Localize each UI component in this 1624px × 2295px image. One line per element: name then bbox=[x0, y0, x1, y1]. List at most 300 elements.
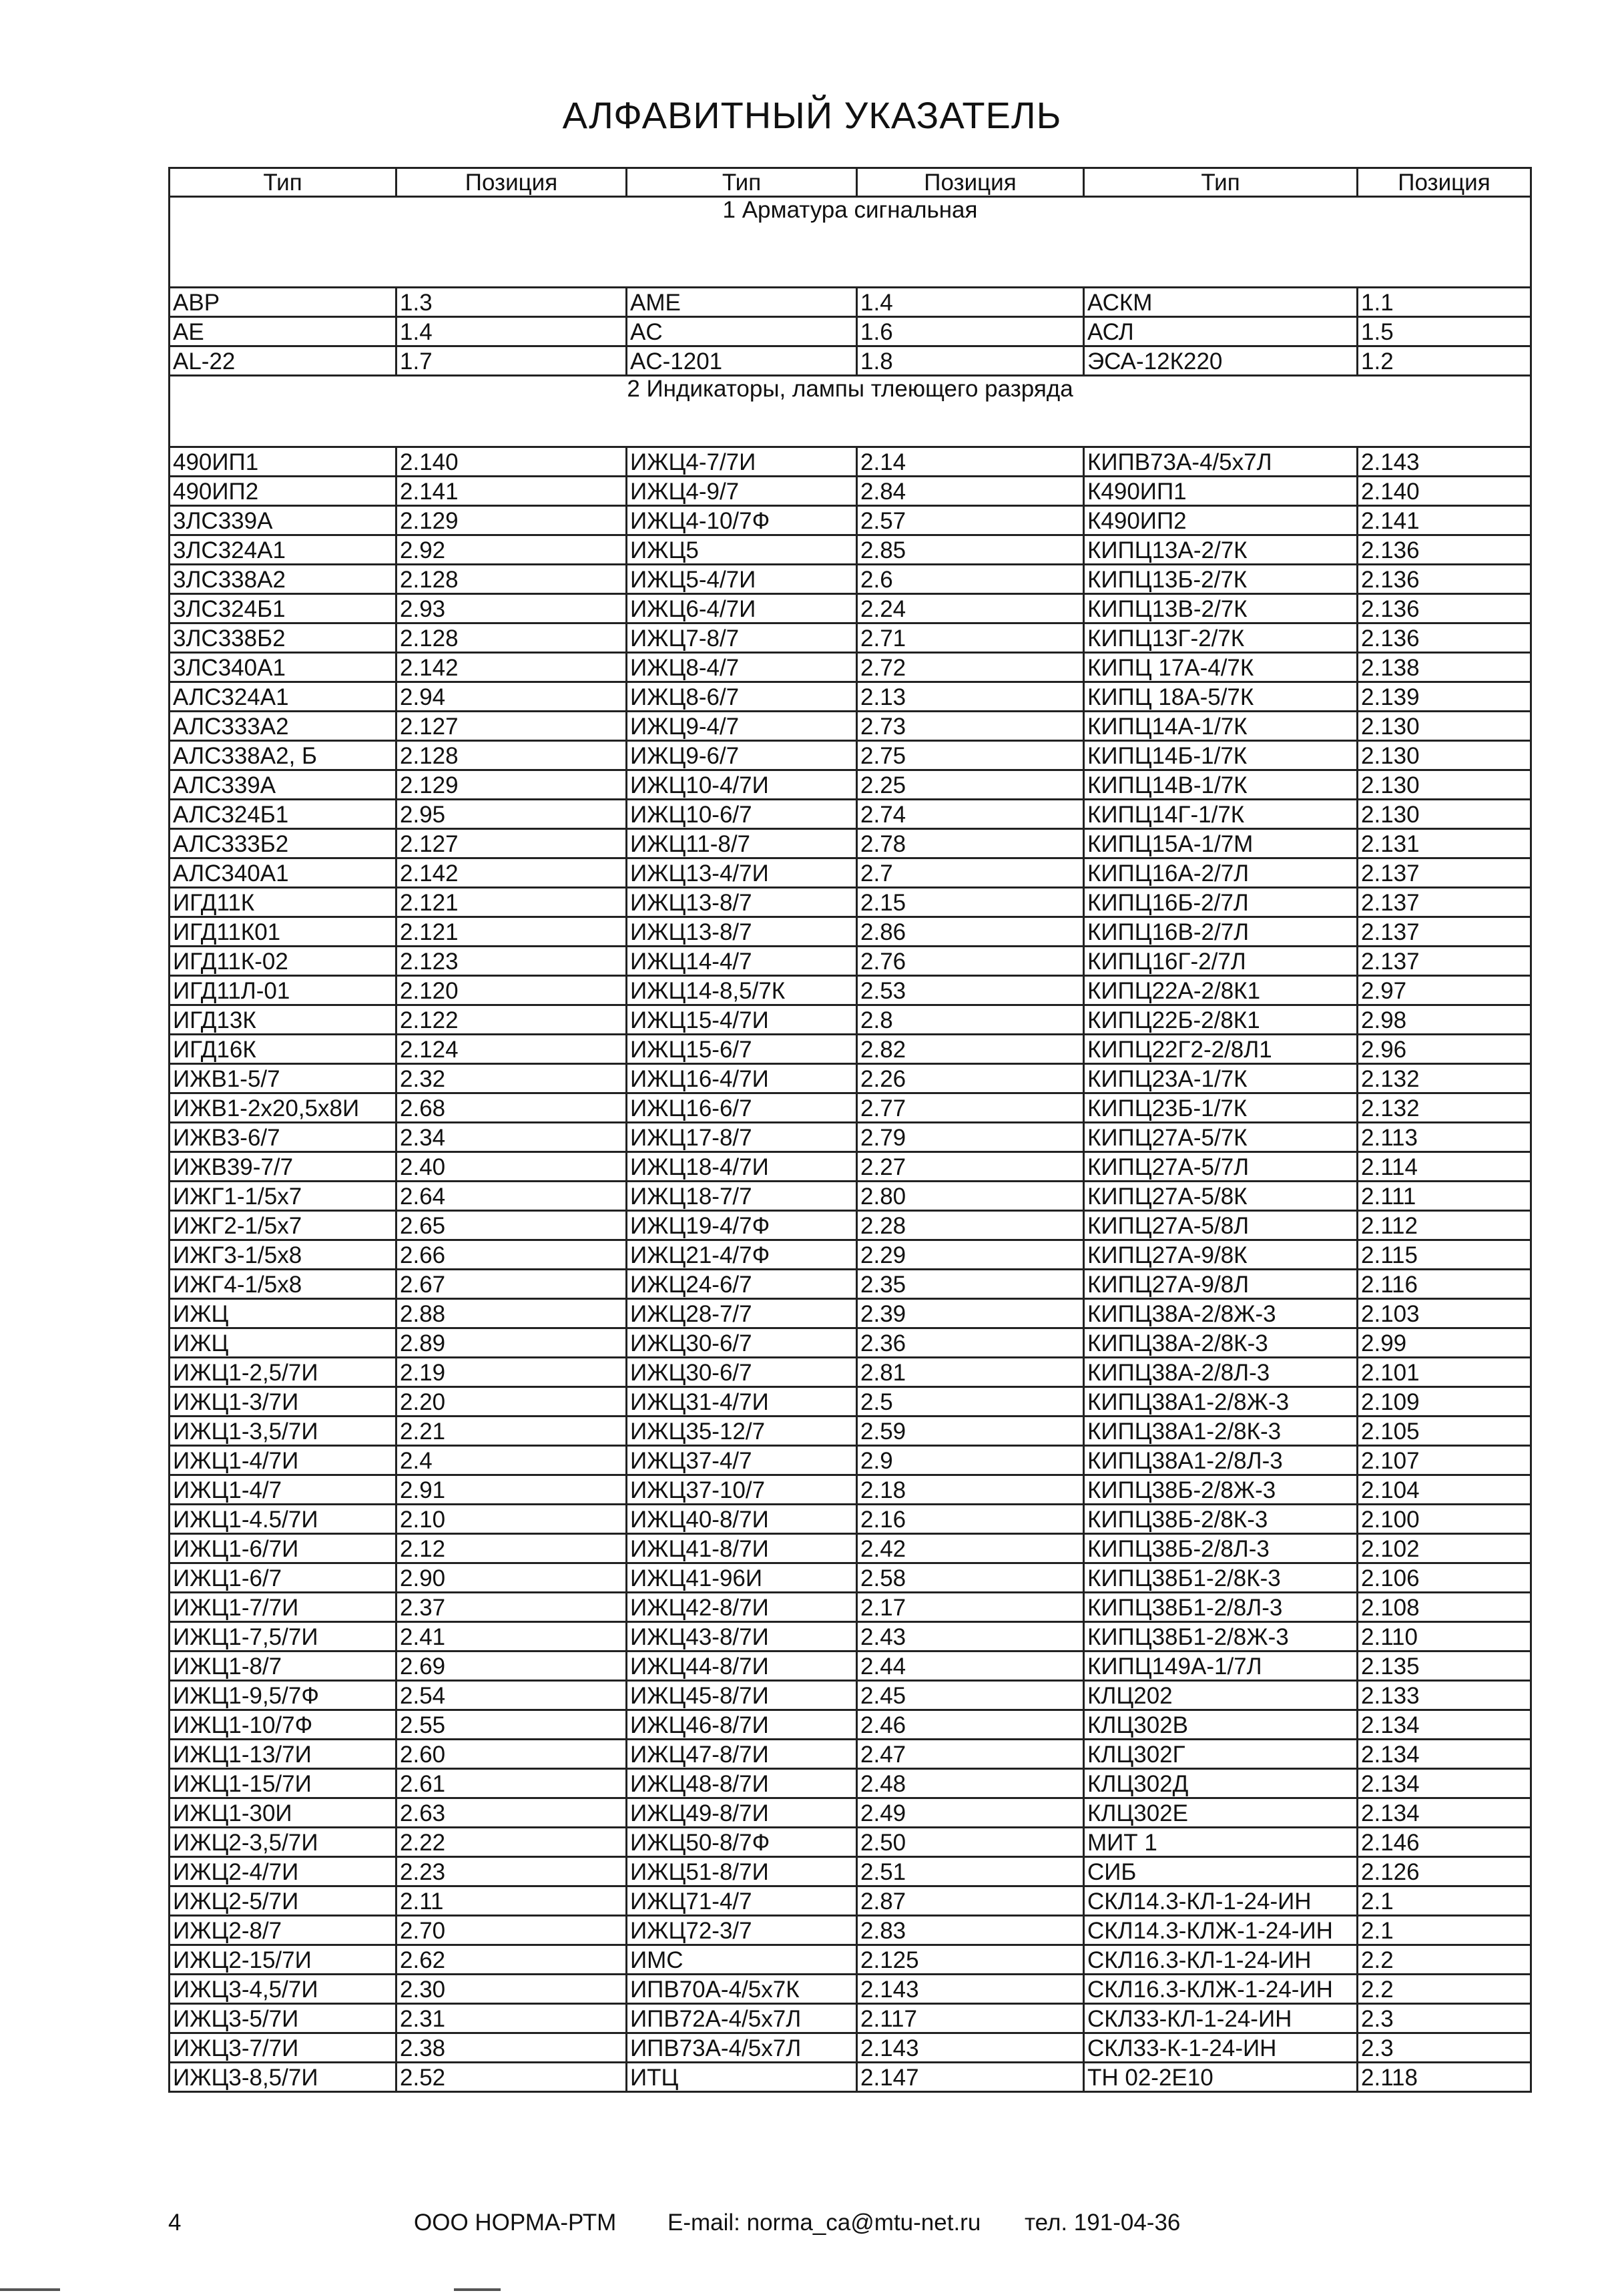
position-cell: 2.14 bbox=[857, 447, 1084, 477]
position-cell: 2.136 bbox=[1358, 535, 1531, 565]
column-header-position: Позиция bbox=[1358, 168, 1531, 197]
position-cell: 2.131 bbox=[1358, 829, 1531, 858]
position-cell: 2.41 bbox=[396, 1622, 627, 1651]
position-cell: 2.142 bbox=[396, 653, 627, 682]
type-cell: ИЖЦ1-8/7 bbox=[170, 1651, 396, 1681]
type-cell: КИПЦ27А-5/8К bbox=[1084, 1182, 1358, 1211]
section-title: 2 Индикаторы, лампы тлеющего разряда bbox=[170, 376, 1531, 447]
table-row bbox=[170, 1798, 1531, 1828]
position-cell: 2.140 bbox=[1358, 477, 1531, 506]
type-cell: ИЖЦ4-9/7 bbox=[627, 477, 857, 506]
position-cell: 2.6 bbox=[857, 565, 1084, 594]
position-cell: 2.49 bbox=[857, 1798, 1084, 1828]
type-cell: ИЖЦ28-7/7 bbox=[627, 1299, 857, 1328]
type-cell: КИПЦ15А-1/7М bbox=[1084, 829, 1358, 858]
type-cell: СИБ bbox=[1084, 1857, 1358, 1886]
table-row bbox=[170, 1857, 1531, 1886]
type-cell: ИЖГ4-1/5х8 bbox=[170, 1270, 396, 1299]
type-cell: ИЖЦ1-4/7 bbox=[170, 1475, 396, 1505]
position-cell: 2.38 bbox=[396, 2033, 627, 2063]
type-cell: КИПЦ 17А-4/7К bbox=[1084, 653, 1358, 682]
position-cell: 2.129 bbox=[396, 770, 627, 800]
contact-phone: тел. 191-04-36 bbox=[1025, 2210, 1181, 2236]
type-cell: ИЖЦ18-7/7 bbox=[627, 1182, 857, 1211]
type-cell: 3ЛС340А1 bbox=[170, 653, 396, 682]
section-title: 1 Арматура сигнальная bbox=[170, 197, 1531, 288]
position-cell: 2.113 bbox=[1358, 1123, 1531, 1152]
position-cell: 2.70 bbox=[396, 1916, 627, 1945]
section-row bbox=[170, 197, 1531, 288]
position-cell: 2.107 bbox=[1358, 1446, 1531, 1475]
type-cell: СКЛ14.3-КЛ-1-24-ИН bbox=[1084, 1886, 1358, 1916]
table-row bbox=[170, 1505, 1531, 1534]
position-cell: 2.2 bbox=[1358, 1945, 1531, 1975]
position-cell: 2.60 bbox=[396, 1740, 627, 1769]
position-cell: 2.134 bbox=[1358, 1769, 1531, 1798]
position-cell: 2.29 bbox=[857, 1240, 1084, 1270]
position-cell: 2.137 bbox=[1358, 917, 1531, 947]
table-row bbox=[170, 447, 1531, 477]
type-cell: 490ИП2 bbox=[170, 477, 396, 506]
position-cell: 2.3 bbox=[1358, 2033, 1531, 2063]
position-cell: 2.16 bbox=[857, 1505, 1084, 1534]
type-cell: К490ИП2 bbox=[1084, 506, 1358, 535]
table-row bbox=[170, 1886, 1531, 1916]
position-cell: 2.30 bbox=[396, 1975, 627, 2004]
type-cell: КИПЦ27А-5/8Л bbox=[1084, 1211, 1358, 1240]
table-row bbox=[170, 1593, 1531, 1622]
type-cell: КИПЦ16Г-2/7Л bbox=[1084, 947, 1358, 976]
type-cell: ИЖВ1-2х20,5х8И bbox=[170, 1093, 396, 1123]
position-cell: 2.116 bbox=[1358, 1270, 1531, 1299]
type-cell: ИЖЦ15-4/7И bbox=[627, 1005, 857, 1035]
type-cell: ИЖЦ45-8/7И bbox=[627, 1681, 857, 1710]
position-cell: 2.9 bbox=[857, 1446, 1084, 1475]
type-cell: ИЖЦ1-15/7И bbox=[170, 1769, 396, 1798]
position-cell: 2.75 bbox=[857, 741, 1084, 770]
type-cell: АЛС340А1 bbox=[170, 858, 396, 888]
type-cell: ИЖЦ10-4/7И bbox=[627, 770, 857, 800]
column-header-position: Позиция bbox=[396, 168, 627, 197]
table-row bbox=[170, 594, 1531, 623]
position-cell: 2.8 bbox=[857, 1005, 1084, 1035]
position-cell: 2.123 bbox=[396, 947, 627, 976]
table-row bbox=[170, 1769, 1531, 1798]
scan-artifact-line bbox=[0, 2288, 60, 2291]
type-cell: ИТЦ bbox=[627, 2063, 857, 2092]
position-cell: 1.6 bbox=[857, 317, 1084, 346]
position-cell: 2.66 bbox=[396, 1240, 627, 1270]
type-cell: КИПЦ16Б-2/7Л bbox=[1084, 888, 1358, 917]
position-cell: 2.40 bbox=[396, 1152, 627, 1182]
type-cell: ИЖЦ1-6/7 bbox=[170, 1563, 396, 1593]
type-cell: ИЖЦ35-12/7 bbox=[627, 1417, 857, 1446]
position-cell: 2.132 bbox=[1358, 1064, 1531, 1093]
type-cell: КИПЦ22А-2/8К1 bbox=[1084, 976, 1358, 1005]
type-cell: ИПВ72А-4/5х7Л bbox=[627, 2004, 857, 2033]
type-cell: ИЖЦ41-8/7И bbox=[627, 1534, 857, 1563]
type-cell: КИПЦ13Б-2/7К bbox=[1084, 565, 1358, 594]
type-cell: АЛС333А2 bbox=[170, 712, 396, 741]
table-row bbox=[170, 1152, 1531, 1182]
position-cell: 2.67 bbox=[396, 1270, 627, 1299]
position-cell: 2.136 bbox=[1358, 623, 1531, 653]
position-cell: 2.83 bbox=[857, 1916, 1084, 1945]
type-cell: КЛЦ202 bbox=[1084, 1681, 1358, 1710]
position-cell: 2.68 bbox=[396, 1093, 627, 1123]
position-cell: 2.98 bbox=[1358, 1005, 1531, 1035]
type-cell: ИЖЦ16-6/7 bbox=[627, 1093, 857, 1123]
type-cell: КЛЦ302Е bbox=[1084, 1798, 1358, 1828]
type-cell: ИЖЦ37-4/7 bbox=[627, 1446, 857, 1475]
type-cell: КИПЦ38А1-2/8К-3 bbox=[1084, 1417, 1358, 1446]
type-cell: ИЖЦ72-3/7 bbox=[627, 1916, 857, 1945]
table-row bbox=[170, 1651, 1531, 1681]
type-cell: ИЖЦ1-3/7И bbox=[170, 1387, 396, 1417]
type-cell: ИЖЦ8-4/7 bbox=[627, 653, 857, 682]
position-cell: 1.7 bbox=[396, 346, 627, 376]
type-cell: 3ЛС324Б1 bbox=[170, 594, 396, 623]
type-cell: КИПЦ13А-2/7К bbox=[1084, 535, 1358, 565]
type-cell: ИЖЦ44-8/7И bbox=[627, 1651, 857, 1681]
position-cell: 2.3 bbox=[1358, 2004, 1531, 2033]
position-cell: 2.134 bbox=[1358, 1710, 1531, 1740]
type-cell: КИПЦ38Б1-2/8Ж-3 bbox=[1084, 1622, 1358, 1651]
position-cell: 2.141 bbox=[396, 477, 627, 506]
table-row bbox=[170, 1005, 1531, 1035]
position-cell: 2.135 bbox=[1358, 1651, 1531, 1681]
table-row bbox=[170, 653, 1531, 682]
position-cell: 2.4 bbox=[396, 1446, 627, 1475]
position-cell: 2.61 bbox=[396, 1769, 627, 1798]
table-row bbox=[170, 1328, 1531, 1358]
type-cell: КИПЦ38А-2/8Ж-3 bbox=[1084, 1299, 1358, 1328]
position-cell: 2.97 bbox=[1358, 976, 1531, 1005]
table-row bbox=[170, 1681, 1531, 1710]
table-row bbox=[170, 1240, 1531, 1270]
position-cell: 2.21 bbox=[396, 1417, 627, 1446]
page-title: АЛФАВИТНЫЙ УКАЗАТЕЛЬ bbox=[562, 94, 1062, 136]
position-cell: 2.92 bbox=[396, 535, 627, 565]
type-cell: КИПЦ14Б-1/7К bbox=[1084, 741, 1358, 770]
type-cell: ИЖЦ43-8/7И bbox=[627, 1622, 857, 1651]
table-row bbox=[170, 829, 1531, 858]
type-cell: МИТ 1 bbox=[1084, 1828, 1358, 1857]
type-cell: ИЖЦ3-7/7И bbox=[170, 2033, 396, 2063]
type-cell: ИЖЦ1-3,5/7И bbox=[170, 1417, 396, 1446]
position-cell: 2.81 bbox=[857, 1358, 1084, 1387]
position-cell: 2.77 bbox=[857, 1093, 1084, 1123]
type-cell: ИГД11К-02 bbox=[170, 947, 396, 976]
type-cell: ИЖЦ10-6/7 bbox=[627, 800, 857, 829]
type-cell: ИЖГ2-1/5х7 bbox=[170, 1211, 396, 1240]
position-cell: 2.34 bbox=[396, 1123, 627, 1152]
type-cell: АЛС333Б2 bbox=[170, 829, 396, 858]
position-cell: 2.91 bbox=[396, 1475, 627, 1505]
position-cell: 2.59 bbox=[857, 1417, 1084, 1446]
position-cell: 2.110 bbox=[1358, 1622, 1531, 1651]
position-cell: 2.72 bbox=[857, 653, 1084, 682]
position-cell: 1.4 bbox=[396, 317, 627, 346]
position-cell: 2.13 bbox=[857, 682, 1084, 712]
table-row bbox=[170, 1064, 1531, 1093]
position-cell: 2.115 bbox=[1358, 1240, 1531, 1270]
position-cell: 2.45 bbox=[857, 1681, 1084, 1710]
position-cell: 2.73 bbox=[857, 712, 1084, 741]
position-cell: 2.130 bbox=[1358, 712, 1531, 741]
page-footer bbox=[0, 2210, 1624, 2243]
type-cell: ИГД11К bbox=[170, 888, 396, 917]
type-cell: ИЖЦ17-8/7 bbox=[627, 1123, 857, 1152]
index-table bbox=[168, 167, 1532, 2093]
type-cell: КИПЦ13В-2/7К bbox=[1084, 594, 1358, 623]
type-cell: 3ЛС324А1 bbox=[170, 535, 396, 565]
position-cell: 2.138 bbox=[1358, 653, 1531, 682]
position-cell: 2.86 bbox=[857, 917, 1084, 947]
position-cell: 1.1 bbox=[1358, 288, 1531, 317]
position-cell: 2.74 bbox=[857, 800, 1084, 829]
position-cell: 2.101 bbox=[1358, 1358, 1531, 1387]
type-cell: ИЖЦ13-8/7 bbox=[627, 888, 857, 917]
header-row bbox=[170, 168, 1531, 197]
position-cell: 2.25 bbox=[857, 770, 1084, 800]
type-cell: КИПЦ38Б-2/8К-3 bbox=[1084, 1505, 1358, 1534]
position-cell: 1.8 bbox=[857, 346, 1084, 376]
column-header-type: Тип bbox=[170, 168, 396, 197]
position-cell: 2.64 bbox=[396, 1182, 627, 1211]
table-row bbox=[170, 1534, 1531, 1563]
type-cell: ИЖЦ11-8/7 bbox=[627, 829, 857, 858]
table-row bbox=[170, 565, 1531, 594]
type-cell: КИПЦ23А-1/7К bbox=[1084, 1064, 1358, 1093]
table-row bbox=[170, 682, 1531, 712]
position-cell: 2.80 bbox=[857, 1182, 1084, 1211]
position-cell: 2.134 bbox=[1358, 1798, 1531, 1828]
position-cell: 2.48 bbox=[857, 1769, 1084, 1798]
position-cell: 2.99 bbox=[1358, 1328, 1531, 1358]
position-cell: 2.84 bbox=[857, 477, 1084, 506]
table-row bbox=[170, 623, 1531, 653]
position-cell: 2.126 bbox=[1358, 1857, 1531, 1886]
position-cell: 2.19 bbox=[396, 1358, 627, 1387]
type-cell: ИЖВ1-5/7 bbox=[170, 1064, 396, 1093]
type-cell: КИПЦ38А1-2/8Л-3 bbox=[1084, 1446, 1358, 1475]
type-cell: КИПЦ27А-9/8Л bbox=[1084, 1270, 1358, 1299]
position-cell: 2.65 bbox=[396, 1211, 627, 1240]
position-cell: 2.78 bbox=[857, 829, 1084, 858]
position-cell: 2.106 bbox=[1358, 1563, 1531, 1593]
table-row bbox=[170, 1975, 1531, 2004]
contact-email: E-mail: norma_ca@mtu-net.ru bbox=[667, 2210, 981, 2236]
type-cell: ИЖЦ50-8/7Ф bbox=[627, 1828, 857, 1857]
table-row bbox=[170, 1123, 1531, 1152]
position-cell: 2.53 bbox=[857, 976, 1084, 1005]
position-cell: 2.7 bbox=[857, 858, 1084, 888]
position-cell: 2.108 bbox=[1358, 1593, 1531, 1622]
type-cell: ИЖЦ1-4/7И bbox=[170, 1446, 396, 1475]
position-cell: 2.88 bbox=[396, 1299, 627, 1328]
position-cell: 2.52 bbox=[396, 2063, 627, 2092]
position-cell: 2.23 bbox=[396, 1857, 627, 1886]
position-cell: 2.143 bbox=[1358, 447, 1531, 477]
section-row bbox=[170, 376, 1531, 447]
type-cell: ИГД11К01 bbox=[170, 917, 396, 947]
table-row bbox=[170, 1270, 1531, 1299]
type-cell: ИЖЦ16-4/7И bbox=[627, 1064, 857, 1093]
type-cell: ИЖЦ2-5/7И bbox=[170, 1886, 396, 1916]
type-cell: ИЖЦ1-10/7Ф bbox=[170, 1710, 396, 1740]
position-cell: 1.3 bbox=[396, 288, 627, 317]
position-cell: 2.128 bbox=[396, 565, 627, 594]
type-cell: AE bbox=[170, 317, 396, 346]
position-cell: 2.142 bbox=[396, 858, 627, 888]
type-cell: ИЖЦ bbox=[170, 1299, 396, 1328]
position-cell: 2.117 bbox=[857, 2004, 1084, 2033]
position-cell: 2.51 bbox=[857, 1857, 1084, 1886]
position-cell: 2.128 bbox=[396, 741, 627, 770]
position-cell: 2.112 bbox=[1358, 1211, 1531, 1240]
position-cell: 2.35 bbox=[857, 1270, 1084, 1299]
type-cell: ИЖЦ9-4/7 bbox=[627, 712, 857, 741]
position-cell: 2.104 bbox=[1358, 1475, 1531, 1505]
table-row bbox=[170, 770, 1531, 800]
position-cell: 2.105 bbox=[1358, 1417, 1531, 1446]
type-cell: ИМС bbox=[627, 1945, 857, 1975]
table-row bbox=[170, 1182, 1531, 1211]
type-cell: ИЖЦ30-6/7 bbox=[627, 1358, 857, 1387]
column-header-position: Позиция bbox=[857, 168, 1084, 197]
type-cell: ИЖЦ13-4/7И bbox=[627, 858, 857, 888]
table-row bbox=[170, 1387, 1531, 1417]
type-cell: ИЖЦ42-8/7И bbox=[627, 1593, 857, 1622]
position-cell: 1.2 bbox=[1358, 346, 1531, 376]
position-cell: 2.44 bbox=[857, 1651, 1084, 1681]
position-cell: 2.120 bbox=[396, 976, 627, 1005]
type-cell: ИЖЦ14-8,5/7К bbox=[627, 976, 857, 1005]
type-cell: ТН 02-2Е10 bbox=[1084, 2063, 1358, 2092]
type-cell: АСЛ bbox=[1084, 317, 1358, 346]
position-cell: 2.5 bbox=[857, 1387, 1084, 1417]
type-cell: КИПЦ14В-1/7К bbox=[1084, 770, 1358, 800]
position-cell: 2.89 bbox=[396, 1328, 627, 1358]
type-cell: ИПВ70А-4/5х7К bbox=[627, 1975, 857, 2004]
table-row bbox=[170, 2004, 1531, 2033]
type-cell: ИЖЦ24-6/7 bbox=[627, 1270, 857, 1299]
type-cell: ИЖЦ1-13/7И bbox=[170, 1740, 396, 1769]
type-cell: ИЖЦ51-8/7И bbox=[627, 1857, 857, 1886]
type-cell: КИПЦ38Б-2/8Ж-3 bbox=[1084, 1475, 1358, 1505]
type-cell: ИЖЦ5 bbox=[627, 535, 857, 565]
position-cell: 2.143 bbox=[857, 2033, 1084, 2063]
type-cell: AME bbox=[627, 288, 857, 317]
table-row bbox=[170, 1916, 1531, 1945]
type-cell: ИЖЦ1-2,5/7И bbox=[170, 1358, 396, 1387]
type-cell: СКЛ33-К-1-24-ИН bbox=[1084, 2033, 1358, 2063]
position-cell: 2.27 bbox=[857, 1152, 1084, 1182]
position-cell: 2.118 bbox=[1358, 2063, 1531, 2092]
table-row bbox=[170, 506, 1531, 535]
position-cell: 2.121 bbox=[396, 888, 627, 917]
position-cell: 2.37 bbox=[396, 1593, 627, 1622]
type-cell: ИЖЦ46-8/7И bbox=[627, 1710, 857, 1740]
type-cell: АЛС324А1 bbox=[170, 682, 396, 712]
position-cell: 2.109 bbox=[1358, 1387, 1531, 1417]
type-cell: КИПЦ149А-1/7Л bbox=[1084, 1651, 1358, 1681]
type-cell: ИЖЦ2-15/7И bbox=[170, 1945, 396, 1975]
position-cell: 2.15 bbox=[857, 888, 1084, 917]
position-cell: 2.125 bbox=[857, 1945, 1084, 1975]
position-cell: 1.5 bbox=[1358, 317, 1531, 346]
type-cell: ИЖЦ48-8/7И bbox=[627, 1769, 857, 1798]
table-row bbox=[170, 535, 1531, 565]
type-cell: ИЖЦ1-7,5/7И bbox=[170, 1622, 396, 1651]
table-row bbox=[170, 1945, 1531, 1975]
position-cell: 2.79 bbox=[857, 1123, 1084, 1152]
type-cell: ИГД11Л-01 bbox=[170, 976, 396, 1005]
position-cell: 2.127 bbox=[396, 829, 627, 858]
type-cell: КИПЦ38Б1-2/8Л-3 bbox=[1084, 1593, 1358, 1622]
position-cell: 2.76 bbox=[857, 947, 1084, 976]
type-cell: КИПЦ16В-2/7Л bbox=[1084, 917, 1358, 947]
type-cell: СКЛ16.3-КЛ-1-24-ИН bbox=[1084, 1945, 1358, 1975]
position-cell: 2.46 bbox=[857, 1710, 1084, 1740]
type-cell: ИЖЦ14-4/7 bbox=[627, 947, 857, 976]
type-cell: ИЖГ1-1/5х7 bbox=[170, 1182, 396, 1211]
position-cell: 2.114 bbox=[1358, 1152, 1531, 1182]
type-cell: ИЖЦ3-8,5/7И bbox=[170, 2063, 396, 2092]
type-cell: КИПЦ38Б1-2/8К-3 bbox=[1084, 1563, 1358, 1593]
type-cell: ИЖЦ9-6/7 bbox=[627, 741, 857, 770]
position-cell: 2.147 bbox=[857, 2063, 1084, 2092]
position-cell: 2.20 bbox=[396, 1387, 627, 1417]
position-cell: 2.130 bbox=[1358, 741, 1531, 770]
type-cell: КИПЦ14А-1/7К bbox=[1084, 712, 1358, 741]
type-cell: ИЖЦ1-30И bbox=[170, 1798, 396, 1828]
position-cell: 2.129 bbox=[396, 506, 627, 535]
type-cell: ИЖЦ49-8/7И bbox=[627, 1798, 857, 1828]
type-cell: ИЖЦ21-4/7Ф bbox=[627, 1240, 857, 1270]
position-cell: 2.12 bbox=[396, 1534, 627, 1563]
position-cell: 2.2 bbox=[1358, 1975, 1531, 2004]
table-row bbox=[170, 1710, 1531, 1740]
position-cell: 2.137 bbox=[1358, 858, 1531, 888]
type-cell: ИЖЦ41-96И bbox=[627, 1563, 857, 1593]
position-cell: 2.17 bbox=[857, 1593, 1084, 1622]
position-cell: 2.87 bbox=[857, 1886, 1084, 1916]
table-row bbox=[170, 1299, 1531, 1328]
position-cell: 2.121 bbox=[396, 917, 627, 947]
type-cell: ИЖЦ18-4/7И bbox=[627, 1152, 857, 1182]
position-cell: 1.4 bbox=[857, 288, 1084, 317]
type-cell: 3ЛС338Б2 bbox=[170, 623, 396, 653]
type-cell: ИЖЦ19-4/7Ф bbox=[627, 1211, 857, 1240]
position-cell: 2.132 bbox=[1358, 1093, 1531, 1123]
table-row bbox=[170, 1828, 1531, 1857]
position-cell: 2.82 bbox=[857, 1035, 1084, 1064]
position-cell: 2.102 bbox=[1358, 1534, 1531, 1563]
position-cell: 2.100 bbox=[1358, 1505, 1531, 1534]
position-cell: 2.146 bbox=[1358, 1828, 1531, 1857]
type-cell: ИЖЦ bbox=[170, 1328, 396, 1358]
type-cell: АЛС339А bbox=[170, 770, 396, 800]
type-cell: К490ИП1 bbox=[1084, 477, 1358, 506]
company-name: ООО НОРМА-РТМ bbox=[414, 2210, 617, 2236]
type-cell: КИПЦ38А1-2/8Ж-3 bbox=[1084, 1387, 1358, 1417]
type-cell: КИПЦ14Г-1/7К bbox=[1084, 800, 1358, 829]
type-cell: СКЛ14.3-КЛЖ-1-24-ИН bbox=[1084, 1916, 1358, 1945]
position-cell: 2.57 bbox=[857, 506, 1084, 535]
position-cell: 2.95 bbox=[396, 800, 627, 829]
